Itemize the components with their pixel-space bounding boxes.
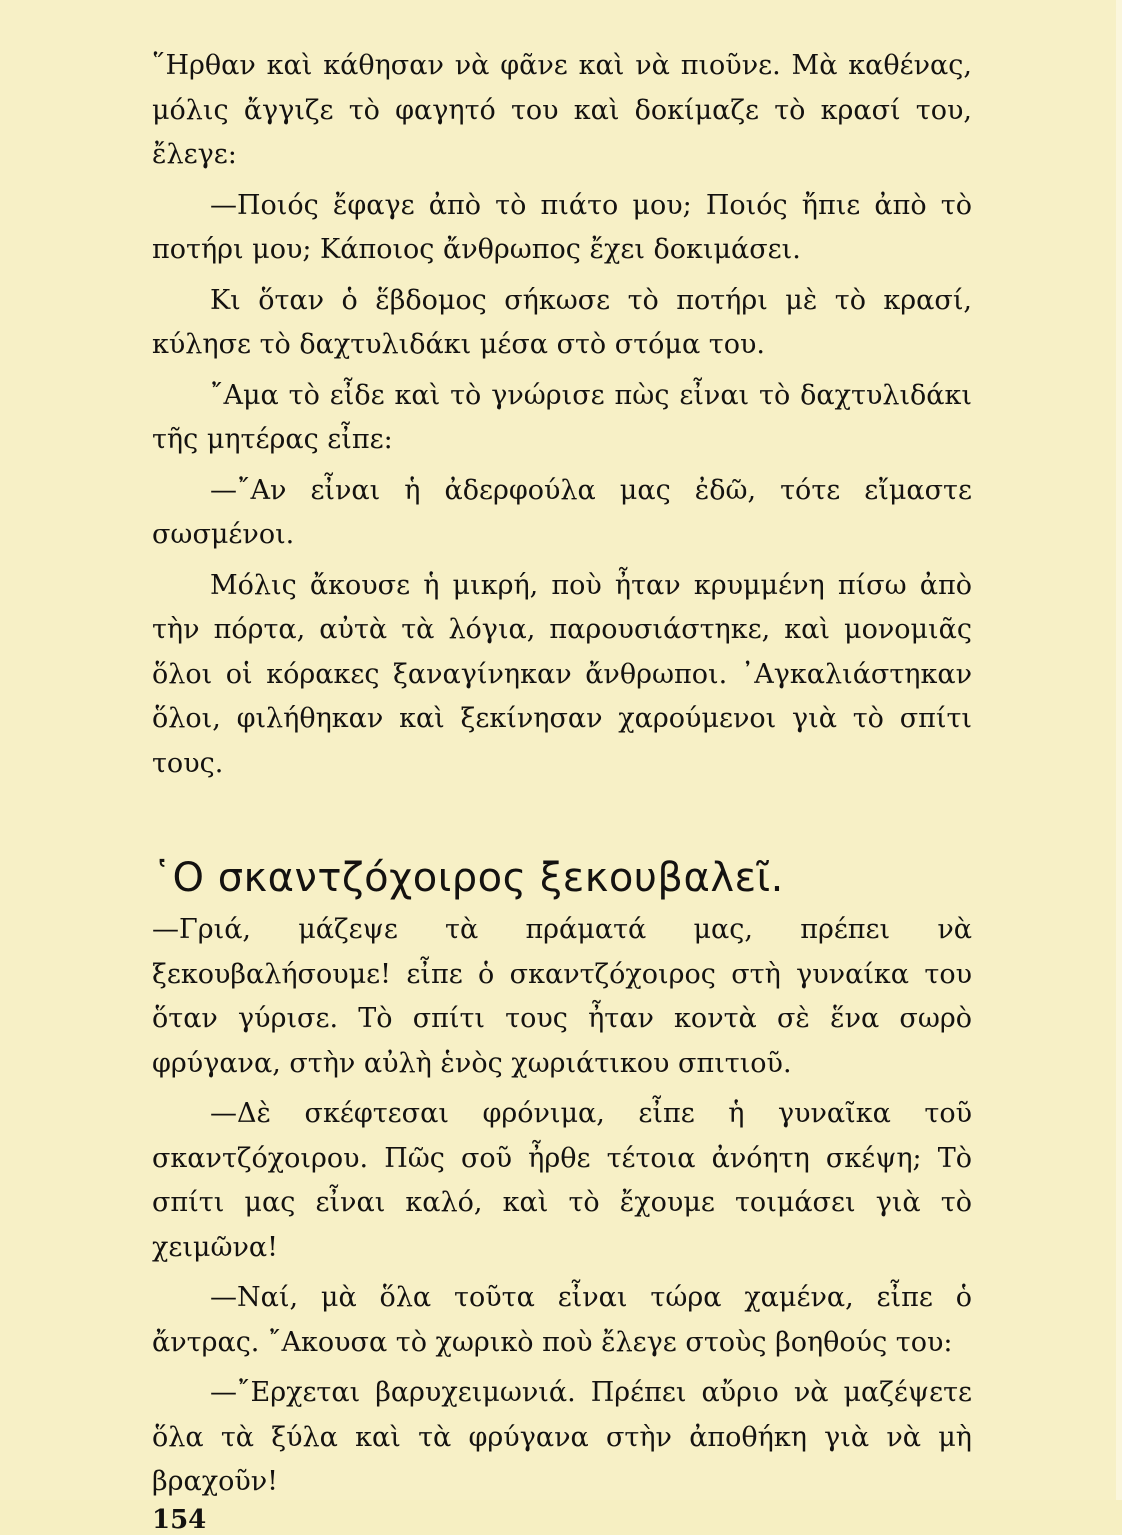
paragraph-we-are-saved: —῎Αν εἶναι ἡ ἀδερφούλα μας ἐδῶ, τότε εἴμαστε σωσμένοι. xyxy=(152,474,972,550)
paragraph-harsh-winter: —῎Ερχεται βαρυχειμωνιά. Πρέπει αὔριο νὰ μαζέψετε ὅλα τὰ ξύλα καὶ τὰ φρύγανα στὴν ἀποθήκη γιὰ νὰ μὴ βραχοῦν! xyxy=(152,1377,972,1497)
section-title: ῾Ο σκαντζόχοιρος ξεκουβαλεῖ. xyxy=(152,855,784,901)
page-edge xyxy=(1116,0,1122,1500)
paragraph-ravens-become-human: Μόλις ἄκουσε ἡ μικρή, ποὺ ἦταν κρυμμένη πίσω ἀπὸ τὴν πόρτα, αὐτὰ τὰ λόγια, παρουσιάστηκε, καὶ μονομιᾶς ὅλοι οἱ κόρακες ξαναγίνηκαν ἄνθρωποι. ᾿Αγκαλιάστηκαν ὅλοι, φιλήθηκαν καὶ ξεκίνησαν χαρούμενοι γιὰ τὸ σπίτι τους. xyxy=(152,569,972,779)
page-number: 154 xyxy=(152,1504,207,1535)
paragraph-arrival: ῞Ηρθαν καὶ κάθησαν νὰ φᾶνε καὶ νὰ πιοῦνε. Μὰ καθένας, μόλις ἄγγιζε τὸ φαγητό του καὶ δοκίμαζε τὸ κρασί του, ἔλεγε: xyxy=(152,50,972,170)
paragraph-husband-heard: —Ναί, μὰ ὅλα τοῦτα εἶναι τώρα χαμένα, εἶπε ὁ ἄντρας. ῎Ακουσα τὸ χωρικὸ ποὺ ἔλεγε στοὺς βοηθούς του: xyxy=(152,1282,972,1358)
paragraph-wife-objects: —Δὲ σκέφτεσαι φρόνιμα, εἶπε ἡ γυναῖκα τοῦ σκαντζόχοιρου. Πῶς σοῦ ἦρθε τέτοια ἀνόητη σκέψη; Τὸ σπίτι μας εἶναι καλό, καὶ τὸ ἔχουμε τοιμάσει γιὰ τὸ χειμῶνα! xyxy=(152,1098,972,1263)
paragraph-who-ate: —Ποιός ἔφαγε ἀπὸ τὸ πιάτο μου; Ποιός ἤπιε ἀπὸ τὸ ποτήρι μου; Κάποιος ἄνθρωπος ἔχει δοκιμάσει. xyxy=(152,189,972,265)
paragraph-recognizes-ring: ῎Αμα τὸ εἶδε καὶ τὸ γνώρισε πὼς εἶναι τὸ δαχτυλιδάκι τῆς μητέρας εἶπε: xyxy=(152,379,972,455)
paragraph-seventh-raises-glass: Κι ὅταν ὁ ἕβδομος σήκωσε τὸ ποτήρι μὲ τὸ κρασί, κύλησε τὸ δαχτυλιδάκι μέσα στὸ στόμα του. xyxy=(152,284,972,360)
paragraph-hedgehog-must-move: —Γριά, μάζεψε τὰ πράματά μας, πρέπει νὰ ξεκουβαλήσουμε! εἶπε ὁ σκαντζόχοιρος στὴ γυναίκα του ὅταν γύρισε. Τὸ σπίτι τους ἦταν κοντὰ σὲ ἕνα σωρὸ φρύγανα, στὴν αὐλὴ ἑνὸς χωριάτικου σπιτιοῦ. xyxy=(152,914,972,1079)
